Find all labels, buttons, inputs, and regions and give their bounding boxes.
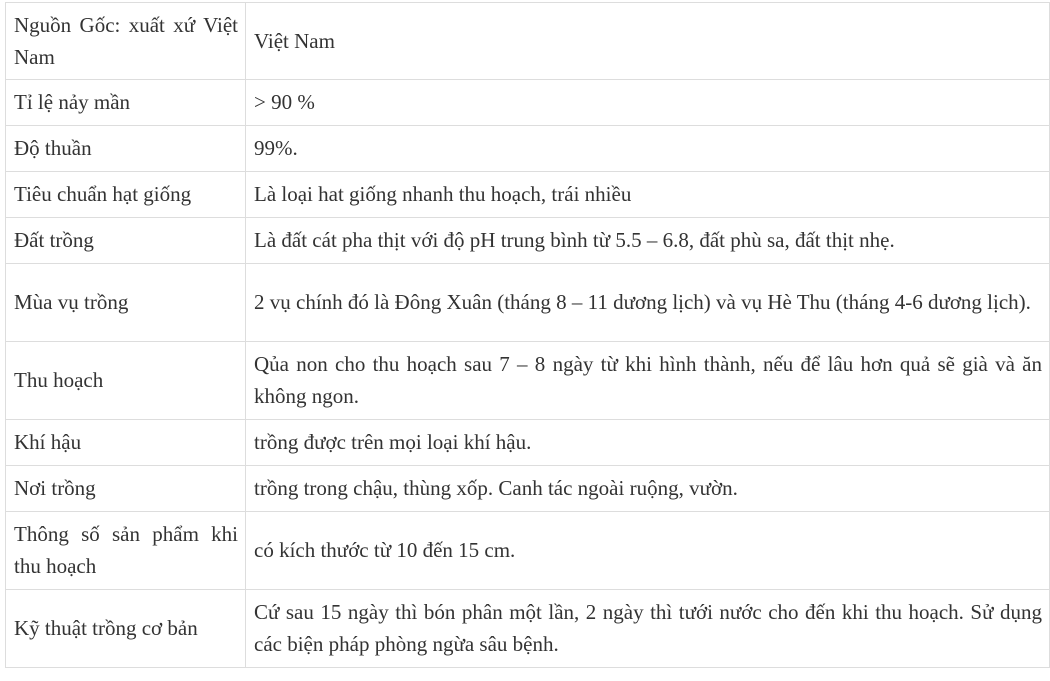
row-label: Nơi trồng xyxy=(6,466,246,512)
table-row xyxy=(6,342,1050,420)
row-label: Nguồn Gốc: xuất xứ Việt Nam xyxy=(6,3,246,80)
table-row xyxy=(6,466,1050,512)
row-label: Kỹ thuật trồng cơ bản xyxy=(6,590,246,668)
row-value: trồng trong chậu, thùng xốp. Canh tác ngoài ruộng, vườn. xyxy=(246,466,1050,512)
row-value: trồng được trên mọi loại khí hậu. xyxy=(246,420,1050,466)
table-row xyxy=(6,420,1050,466)
row-value: 2 vụ chính đó là Đông Xuân (tháng 8 – 11 dương lịch) và vụ Hè Thu (tháng 4-6 dương lịch). xyxy=(246,264,1050,342)
row-label: Tiêu chuẩn hạt giống xyxy=(6,172,246,218)
product-spec-table xyxy=(5,2,1050,668)
row-label: Thu hoạch xyxy=(6,342,246,420)
table-row xyxy=(6,172,1050,218)
row-value: có kích thước từ 10 đến 15 cm. xyxy=(246,512,1050,590)
row-value: Là loại hat giống nhanh thu hoạch, trái nhiều xyxy=(246,172,1050,218)
row-label: Tỉ lệ nảy mần xyxy=(6,80,246,126)
table-row xyxy=(6,590,1050,668)
row-value: Việt Nam xyxy=(246,3,1050,80)
row-value: > 90 % xyxy=(246,80,1050,126)
row-value: Là đất cát pha thịt với độ pH trung bình từ 5.5 – 6.8, đất phù sa, đất thịt nhẹ. xyxy=(246,218,1050,264)
table-row xyxy=(6,80,1050,126)
table-row xyxy=(6,512,1050,590)
row-label: Đất trồng xyxy=(6,218,246,264)
row-label: Thông số sản phẩm khi thu hoạch xyxy=(6,512,246,590)
table-row xyxy=(6,264,1050,342)
row-label: Khí hậu xyxy=(6,420,246,466)
row-label: Độ thuần xyxy=(6,126,246,172)
row-value: 99%. xyxy=(246,126,1050,172)
row-value: Cứ sau 15 ngày thì bón phân một lần, 2 ngày thì tưới nước cho đến khi thu hoạch. Sử dụng các biện pháp phòng ngừa sâu bệnh. xyxy=(246,590,1050,668)
table-row xyxy=(6,218,1050,264)
table-row xyxy=(6,3,1050,80)
table-row xyxy=(6,126,1050,172)
row-label: Mùa vụ trồng xyxy=(6,264,246,342)
row-value: Qủa non cho thu hoạch sau 7 – 8 ngày từ khi hình thành, nếu để lâu hơn quả sẽ già và ăn không ngon. xyxy=(246,342,1050,420)
